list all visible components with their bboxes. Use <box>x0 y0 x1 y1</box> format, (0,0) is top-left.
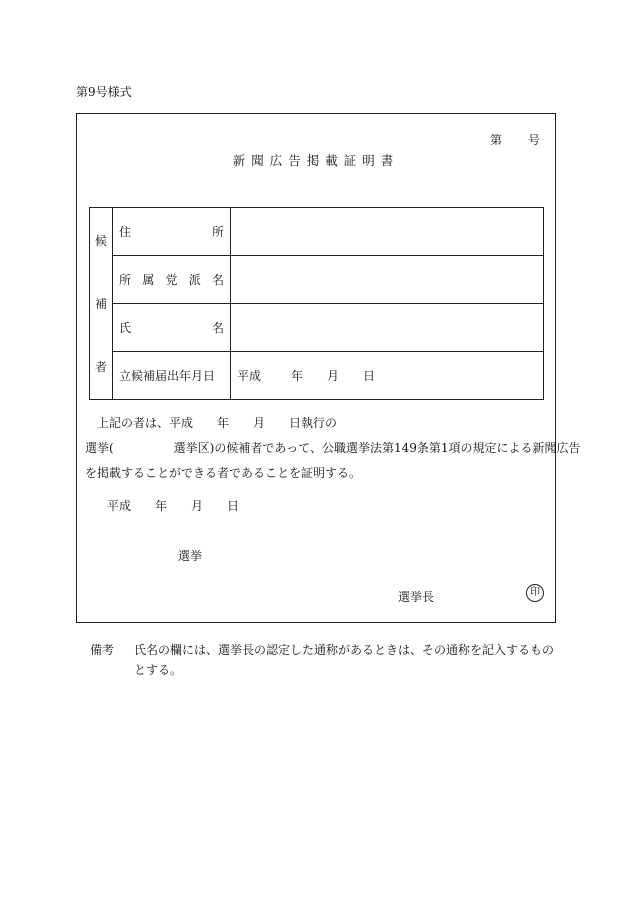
issue-date-year: 年 <box>155 499 168 513</box>
label-char: 名 <box>211 321 224 335</box>
candidate-side-label <box>90 208 113 400</box>
row-label-filing-date: 立候補届出年月日 <box>113 352 231 400</box>
row-label-name <box>113 304 231 352</box>
document-title: 新聞広告掲載証明書 <box>232 153 400 168</box>
date-month: 月 <box>327 369 340 383</box>
label-char: 派 <box>188 273 201 287</box>
seal-mark-icon: 印 <box>526 584 544 602</box>
issue-date <box>107 497 239 514</box>
side-char: 補 <box>94 296 107 311</box>
label-char: 住 <box>119 225 132 239</box>
certificate-frame <box>76 113 581 623</box>
side-char: 者 <box>94 360 107 375</box>
form-label: 第9号様式 <box>76 85 132 99</box>
label-char: 党 <box>165 273 178 287</box>
label-char: 名 <box>211 273 224 287</box>
filing-date-field[interactable] <box>231 352 544 400</box>
signature-election: 選挙 <box>178 549 203 563</box>
label-char: 属 <box>142 273 155 287</box>
doc-number-suffix: 号 <box>527 133 540 147</box>
row-label-address <box>113 208 231 256</box>
body-line: 上記の者は、平成 年 月 日執行の <box>97 416 338 430</box>
party-field[interactable] <box>231 256 544 304</box>
label-char: 氏 <box>119 321 132 335</box>
label-char: 所 <box>119 273 132 287</box>
issue-date-day: 日 <box>227 499 240 513</box>
certification-text <box>85 411 581 486</box>
candidate-table <box>89 207 544 400</box>
address-field[interactable] <box>231 208 544 256</box>
issue-date-month: 月 <box>191 499 204 513</box>
label-char: 所 <box>211 225 224 239</box>
row-label-party <box>113 256 231 304</box>
note-head: 備考 <box>90 643 115 657</box>
date-era: 平成 <box>237 369 262 383</box>
issue-date-era: 平成 <box>107 499 132 513</box>
doc-number-prefix: 第 <box>489 133 502 147</box>
note-text: 氏名の欄には、選挙長の認定した通称があるときは、その通称を記入するものとする。 <box>134 643 555 677</box>
body-line: 選挙( 選挙区)の候補者であって、公職選挙法第149条第1項の規定による新聞広告 <box>85 441 581 455</box>
signature-election-chief: 選挙長 <box>398 590 435 604</box>
date-year: 年 <box>291 369 304 383</box>
document-number <box>490 131 540 148</box>
name-field[interactable] <box>231 304 544 352</box>
body-line: を掲載することができる者であることを証明する。 <box>85 466 362 480</box>
date-day: 日 <box>363 369 376 383</box>
side-char: 候 <box>94 233 107 248</box>
